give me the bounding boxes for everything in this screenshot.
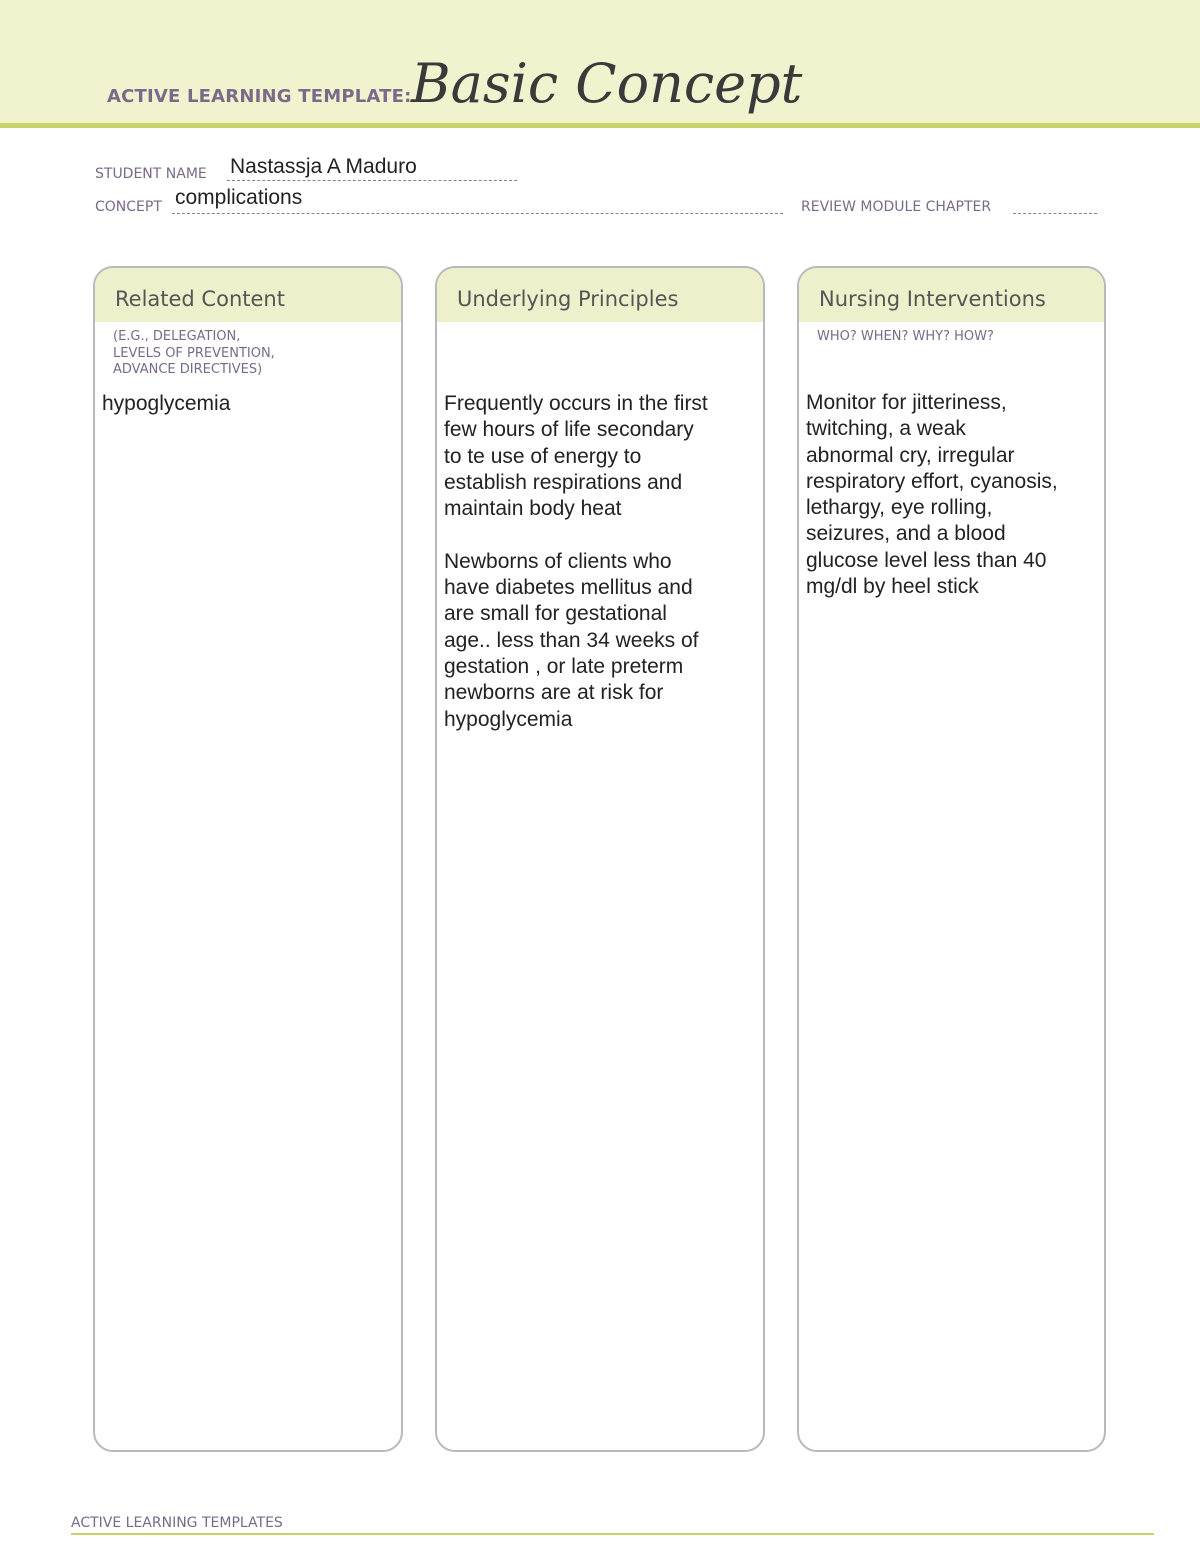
nursing-interventions-card bbox=[797, 266, 1106, 1452]
nursing-interventions-title: Nursing Interventions bbox=[799, 268, 1104, 322]
footer-divider bbox=[71, 1533, 1154, 1535]
template-title: Basic Concept bbox=[411, 52, 803, 115]
nursing-interventions-hint: WHO? WHEN? WHY? HOW? bbox=[817, 329, 994, 344]
nursing-interventions-text[interactable]: Monitor for jitteriness, twitching, a weak abnormal cry, irregular respiratory effort, cyanosis, lethargy, eye rolling, seizures, and a blood glucose level less than 40 mg/dl by heel stick bbox=[806, 391, 1058, 599]
student-name-field[interactable]: Nastassja A Maduro bbox=[230, 155, 417, 178]
review-module-label: REVIEW MODULE CHAPTER bbox=[801, 199, 992, 215]
concept-field[interactable]: complications bbox=[175, 186, 303, 209]
template-label: ACTIVE LEARNING TEMPLATE: bbox=[107, 86, 412, 107]
footer-label: ACTIVE LEARNING TEMPLATES bbox=[71, 1515, 283, 1531]
concept-underline bbox=[172, 213, 783, 214]
underlying-principles-title: Underlying Principles bbox=[437, 268, 763, 322]
student-name-label: STUDENT NAME bbox=[95, 166, 207, 182]
student-name-underline bbox=[227, 180, 517, 181]
review-module-underline[interactable] bbox=[1013, 213, 1097, 214]
underlying-principles-text[interactable]: Frequently occurs in the first few hours of life secondary to te use of energy to establish respirations and maintain body heat Newborns of clients who have diabetes mellitus and are small for gestational age.. less than 34 weeks of gestation , or late preterm newborns are at risk for hypoglycemia bbox=[444, 392, 708, 731]
related-content-card bbox=[93, 266, 403, 1452]
related-content-text[interactable]: hypoglycemia bbox=[102, 392, 231, 415]
related-content-hint: (E.G., DELEGATION, LEVELS OF PREVENTION, ADVANCE DIRECTIVES) bbox=[113, 329, 275, 377]
header-divider bbox=[0, 123, 1200, 128]
related-content-title: Related Content bbox=[95, 268, 401, 322]
underlying-principles-card bbox=[435, 266, 765, 1452]
concept-label: CONCEPT bbox=[95, 199, 162, 215]
